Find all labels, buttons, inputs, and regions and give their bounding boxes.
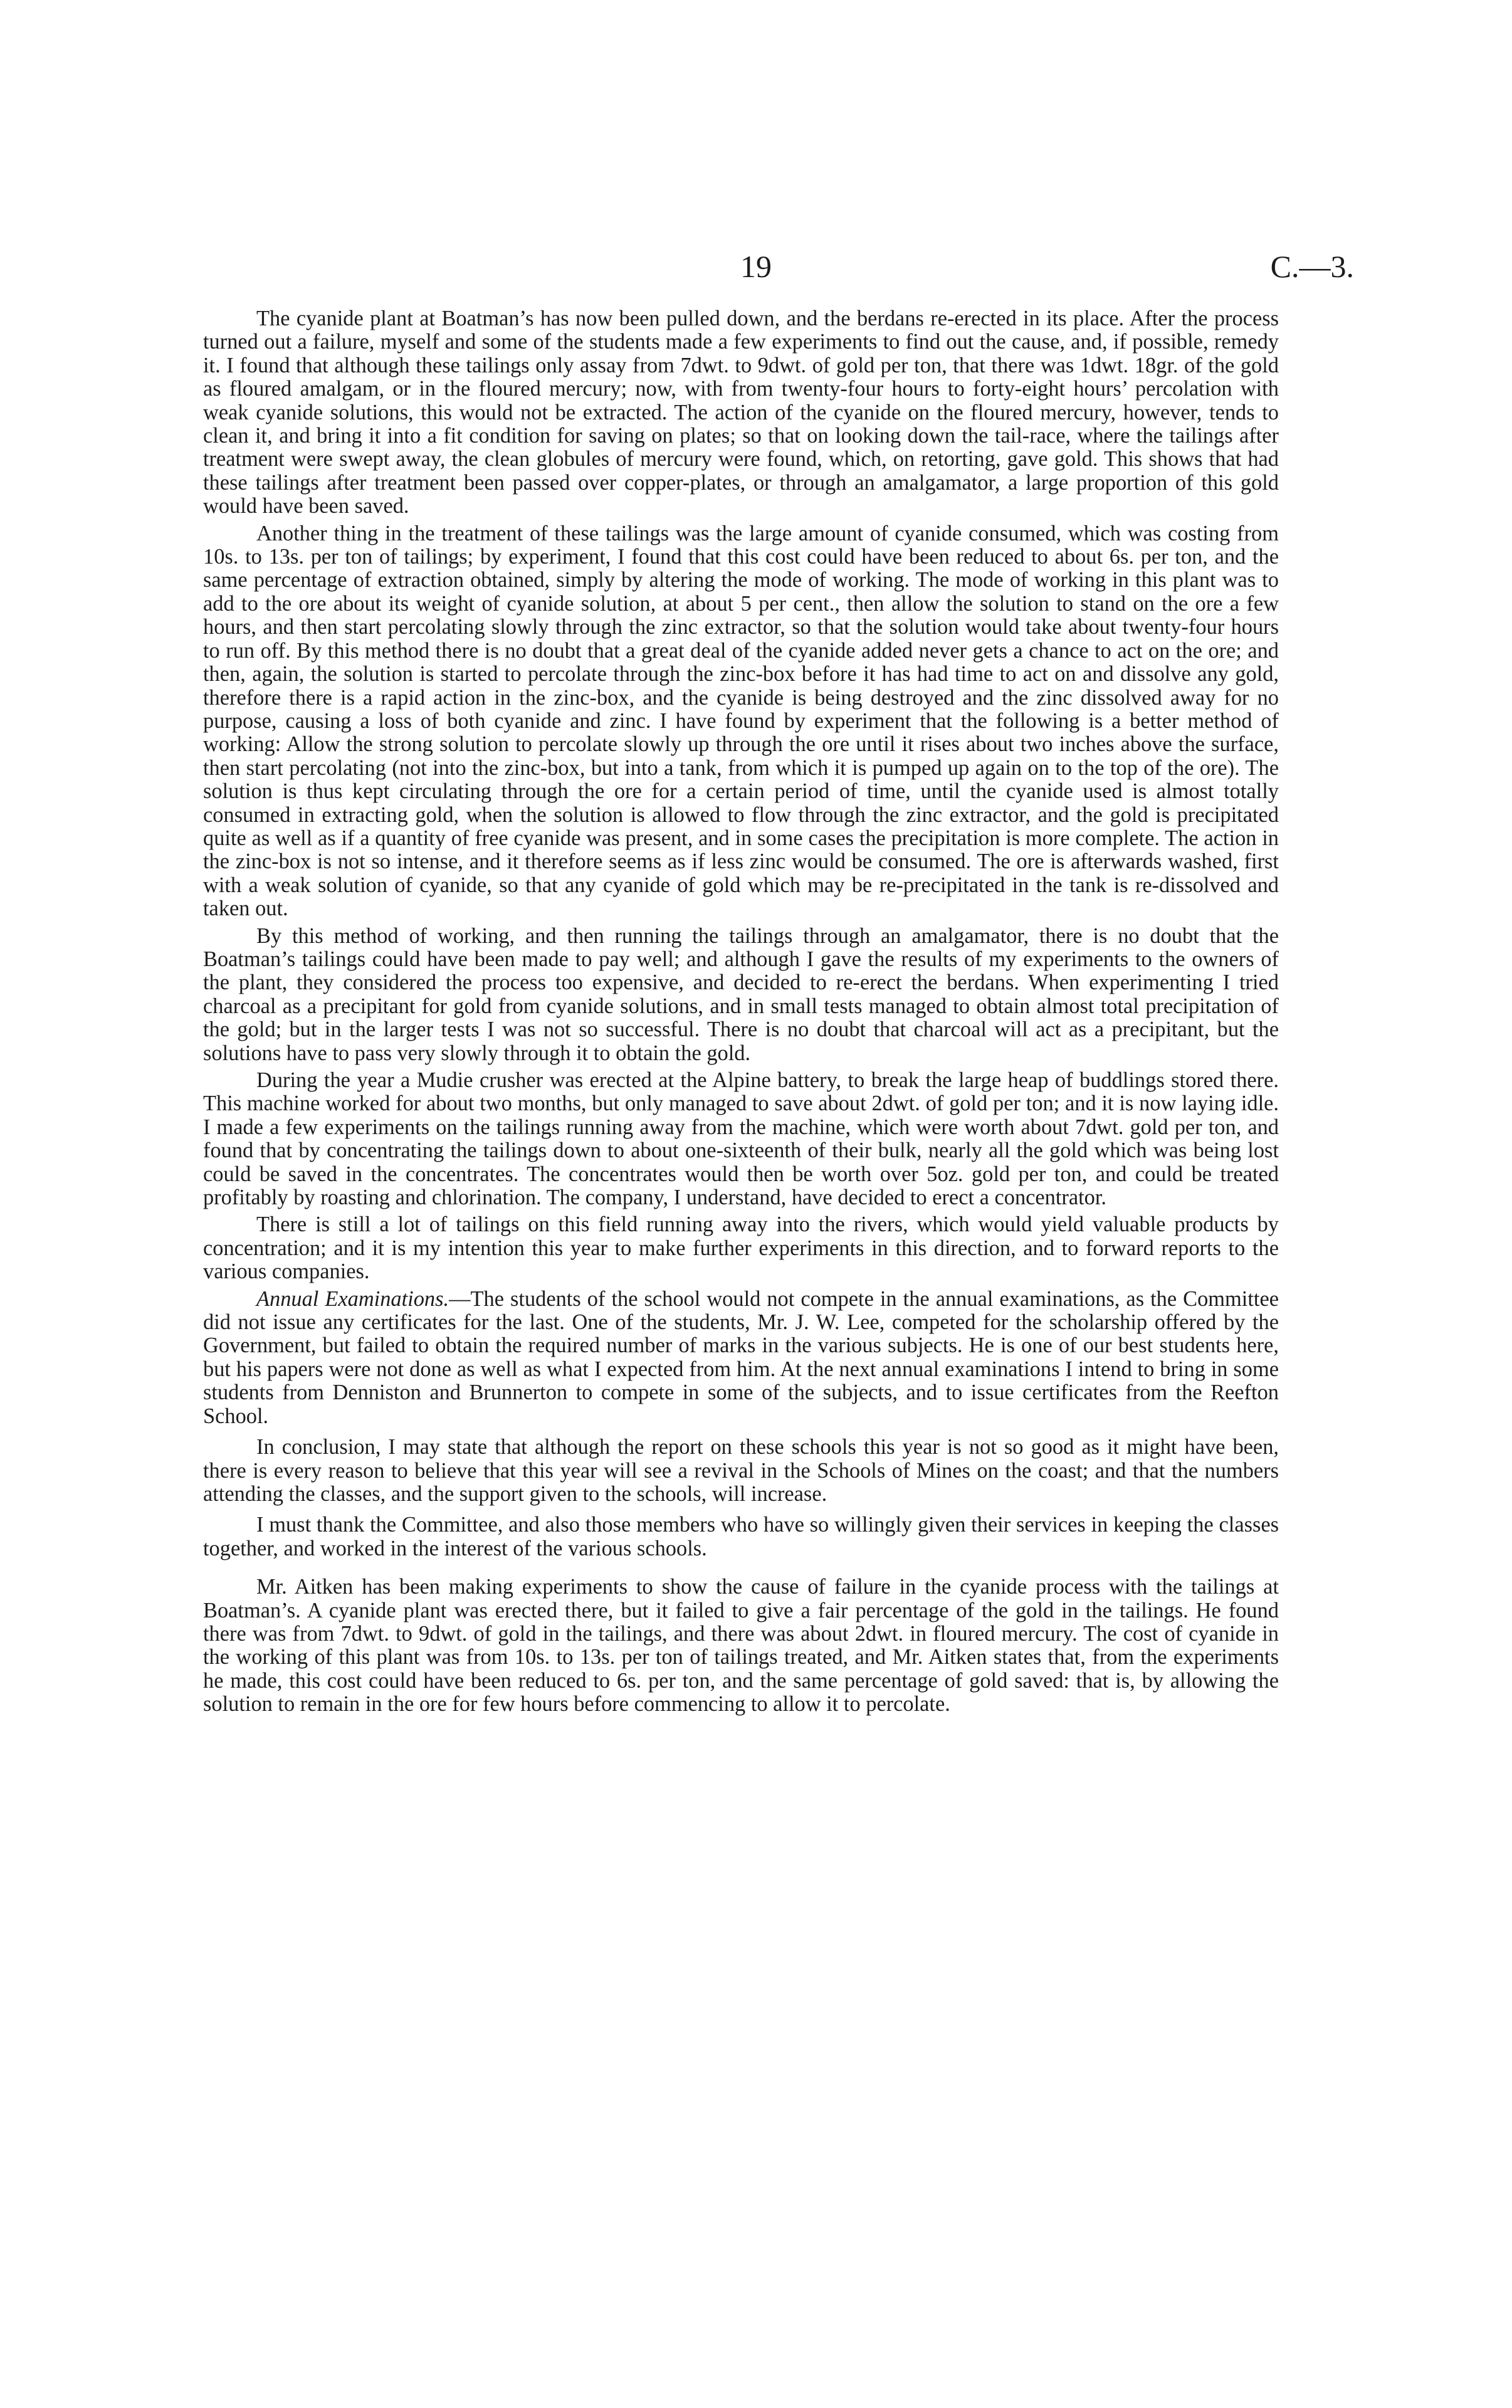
- page-number: 19: [740, 249, 772, 284]
- paragraph-annual-examinations: [203, 1288, 1279, 1428]
- exam-heading: Annual Examinations.: [256, 1286, 449, 1311]
- paragraph-cyanide-plant: The cyanide plant at Boatman’s has now been pulled down, and the berdans re-erected in its place. After the process turned out a failure, myself and some of the students made a few experiments to find out the cause, and, if possible, remedy it. I found that although these tailings only assay from 7dwt. to 9dwt. of gold per ton, that there was 1dwt. 18gr. of the gold as floured amalgam, or in the floured mercury; now, with from twenty-four hours to forty-eight hours’ percolation with weak cyanide solutions, this would not be extracted. The action of the cyanide on the floured mercury, however, tends to clean it, and bring it into a fit condition for saving on plates; so that on looking down the tail-race, where the tailings after treatment were swept away, the clean globules of mercury were found, which, on retorting, gave gold. This shows that had these tailings after treatment been passed over copper-plates, or through an amalgamator, a large proportion of this gold would have been saved.: [203, 307, 1279, 518]
- report-body: [203, 307, 1279, 1717]
- paragraph-amalgamator: By this method of working, and then running the tailings through an amalgamator, there is no doubt that the Boatman’s tailings could have been made to pay well; and although I gave the results of my experiments to the owners of the plant, they considered the process too expensive, and decided to re-erect the berdans. When experimenting I tried charcoal as a precipitant for gold from cyanide solutions, and in small tests managed to obtain almost total precipitation of the gold; but in the larger tests I was not so successful. There is no doubt that charcoal will act as a precipitant, but the solutions have to pass very slowly through it to obtain the gold.: [203, 923, 1279, 1065]
- paragraph-cyanide-consumption: Another thing in the treatment of these tailings was the large amount of cyanide consumed, which was costing from 10s. to 13s. per ton of tailings; by experiment, I found that this cost could have been reduced to about 6s. per ton, and the same percentage of extraction obtained, simply by altering the mode of working. The mode of working in this plant was to add to the ore about its weight of cyanide solution, at about 5 per cent., then allow the solution to stand on the ore a few hours, and then start percolating slowly through the zinc extractor, so that the solution would take about twenty-four hours to run off. By this method there is no doubt that a great deal of the cyanide added never gets a chance to act on the ore; and then, again, the solution is started to percolate through the zinc-box before it has had time to act on and dissolve any gold, therefore there is a rapid action in the zinc-box, and the cyanide is being destroyed and the zinc dissolved away for no purpose, causing a loss of both cyanide and zinc. I have found by experiment that the following is a better method of working: Allow the strong solution to percolate slowly up through the ore until it rises about two inches above the surface, then start percolating (not into the zinc-box, but into a tank, from which it is pumped up again on to the top of the ore). The solution is thus kept circulating through the ore for a certain period of time, until the cyanide used is almost totally consumed in extracting gold, when the solution is allowed to flow through the zinc extractor, and the gold is precipitated quite as well as if a quantity of free cyanide was present, and in some cases the precipitation is more complete. The action in the zinc-box is not so intense, and it therefore seems as if less zinc would be consumed. The ore is afterwards washed, first with a weak solution of cyanide, so that any cyanide of gold which may be re-precipitated in the tank is re-dissolved and taken out.: [203, 521, 1279, 921]
- paragraph-conclusion: In conclusion, I may state that although the report on these schools this year is not so good as it might have been, there is every reason to believe that this year will see a revival in the Schools of Mines on the coast; and that the numbers attending the classes, and the support given to the schools, will increase.: [203, 1435, 1279, 1506]
- paragraph-tailings-concentration: There is still a lot of tailings on this field running away into the rivers, which would yield valuable products by concentration; and it is my intention this year to make further experiments in this direction, and to forward reports to the various companies.: [203, 1212, 1279, 1284]
- paragraph-aitken-summary: Mr. Aitken has been making experiments to show the cause of failure in the cyanide process with the tailings at Boatman’s. A cyanide plant was erected there, but it failed to give a fair percentage of the gold in the tailings. He found there was from 7dwt. to 9dwt. of gold in the tailings, and there was about 2dwt. in floured mercury. The cost of cyanide in the working of this plant was from 10s. to 13s. per ton of tailings treated, and Mr. Aitken states that, from the experiments he made, this cost could have been reduced to 6s. per ton, and the same percentage of gold saved: that is, by allowing the solution to remain in the ore for few hours before commencing to allow it to percolate.: [203, 1575, 1279, 1717]
- document-reference: C.—3.: [1270, 249, 1354, 284]
- exam-text: —The students of the school would not compete in the annual examinations, as the Committee did not issue any certificates for the last. One of the students, Mr. J. W. Lee, competed for the scholarship offered by the Government, but failed to obtain the required number of marks in the various subjects. He is one of our best students here, but his papers were not done as well as what I expected from him. At the next annual examinations I intend to bring in some students from Denniston and Brunnerton to compete in some of the subjects, and to issue certificates from the Reefton School.: [203, 1286, 1279, 1428]
- paragraph-mudie-crusher: During the year a Mudie crusher was erected at the Alpine battery, to break the large heap of buddlings stored there. This machine worked for about two months, but only managed to save about 2dwt. of gold per ton; and it is now laying idle. I made a few experiments on the tailings running away from the machine, which were worth about 7dwt. gold per ton, and found that by concentrating the tailings down to about one-sixteenth of their bulk, nearly all the gold which was being lost could be saved in the concentrates. The concentrates would then be worth over 5oz. gold per ton, and could be treated profitably by roasting and chlorination. The company, I understand, have decided to erect a concentrator.: [203, 1068, 1279, 1210]
- paragraph-thanks: I must thank the Committee, and also those members who have so willingly given their services in keeping the classes together, and worked in the interest of the various schools.: [203, 1513, 1279, 1560]
